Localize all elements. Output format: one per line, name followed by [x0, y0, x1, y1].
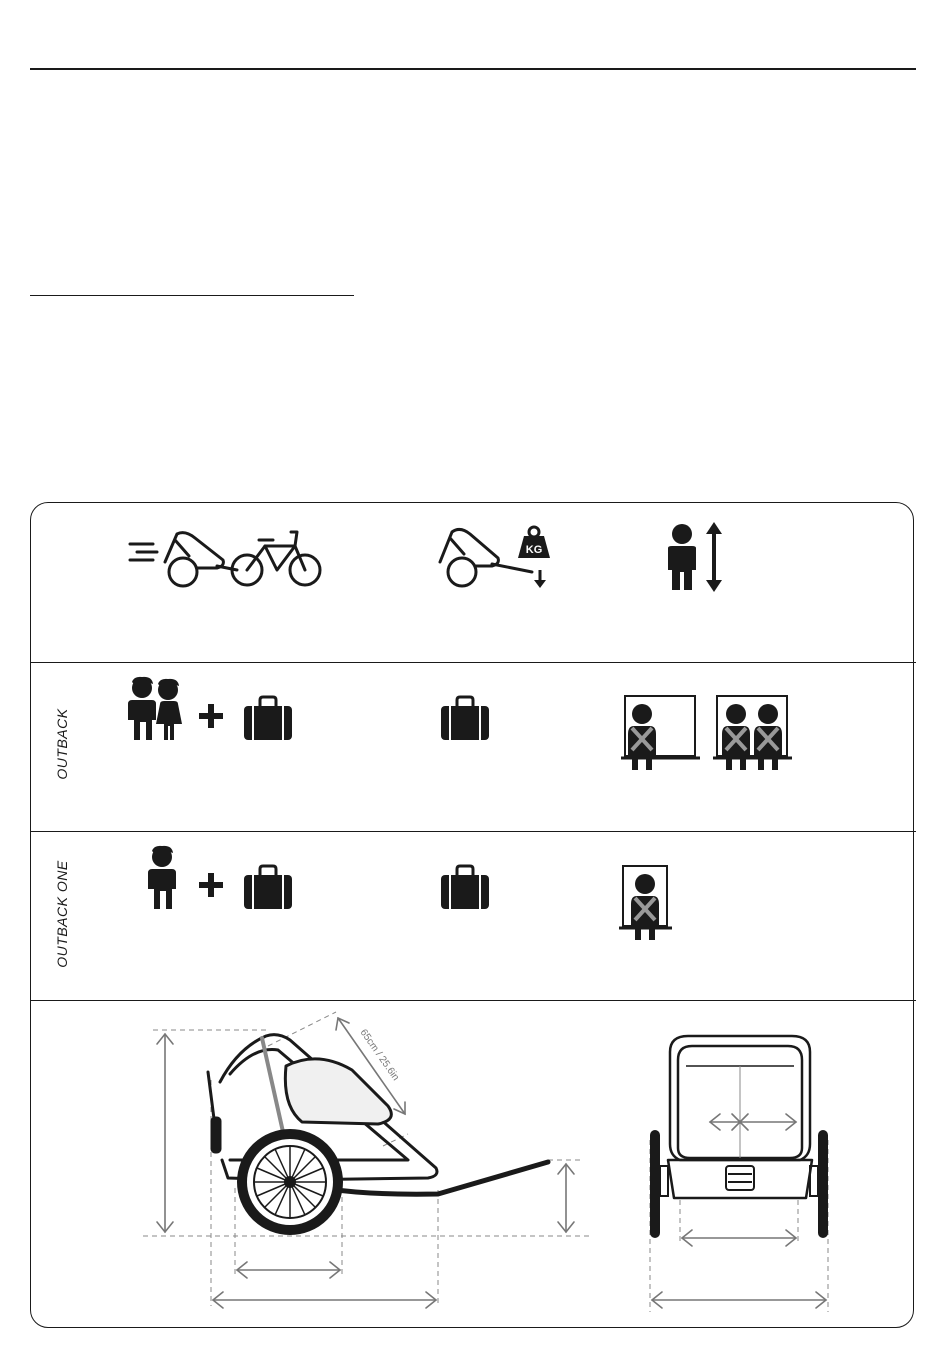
dimension-arrows: [157, 1018, 574, 1308]
double-seat-harness-icon: [712, 694, 794, 774]
trailer-bike-icon: [125, 522, 330, 594]
luggage-icon: [243, 865, 293, 911]
two-children-icon: [124, 674, 188, 744]
svg-text:KG: KG: [525, 544, 543, 556]
child-height-icon: [660, 520, 728, 594]
luggage-icon: [243, 696, 293, 742]
luggage-icon: [440, 865, 490, 911]
top-rule: [30, 68, 916, 70]
trailer-rear-view-diagram: [640, 1030, 840, 1315]
canopy-length-label: 65cm / 25.6in: [357, 1027, 401, 1083]
section-rule: [30, 295, 354, 296]
row-label-outback-one: OUTBACK ONE: [54, 860, 70, 968]
trailer-weight-icon: [432, 518, 560, 592]
single-seat-harness-icon: [618, 864, 674, 944]
one-child-icon: [144, 843, 180, 913]
row-divider: [30, 662, 916, 663]
row-divider: [30, 1000, 916, 1001]
single-seat-harness-icon: [620, 694, 702, 774]
plus-icon: [197, 871, 225, 899]
row-label-outback: OUTBACK: [54, 708, 70, 780]
plus-icon: [197, 702, 225, 730]
row-divider: [30, 831, 916, 832]
luggage-icon: [440, 696, 490, 742]
trailer-side-view-diagram: [138, 1010, 598, 1315]
